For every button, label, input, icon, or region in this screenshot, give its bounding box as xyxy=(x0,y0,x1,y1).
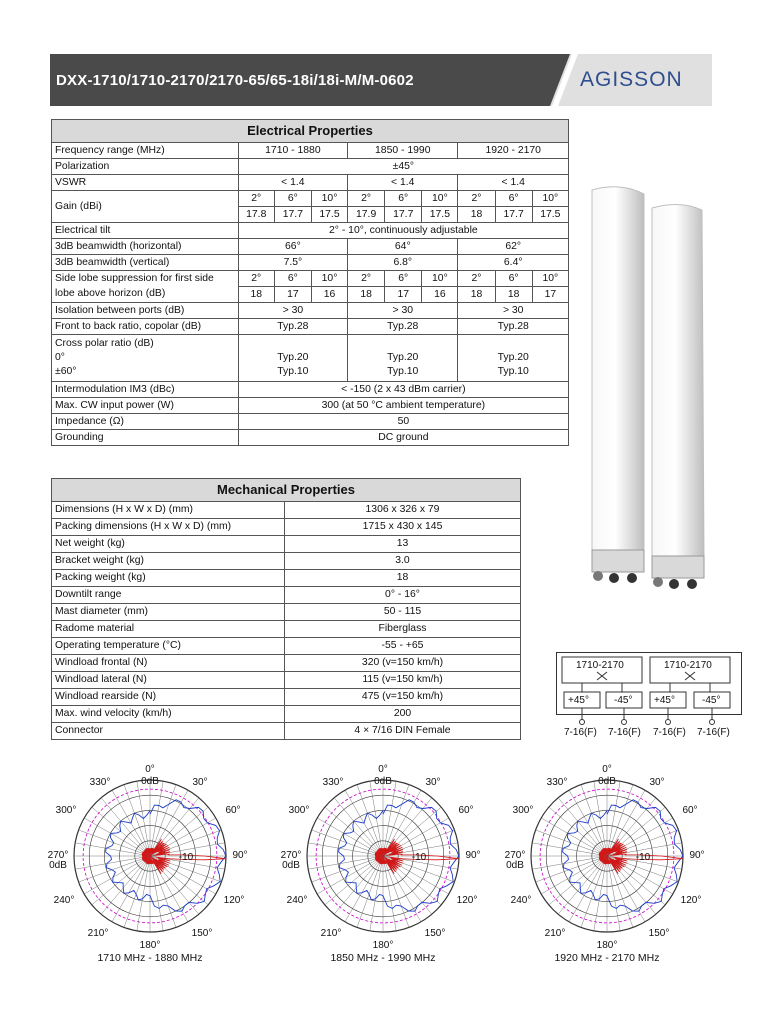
angle-label: 30° xyxy=(649,777,665,788)
tilt-header: 2° xyxy=(238,191,274,207)
bw-h-value: 64° xyxy=(348,239,458,255)
impedance-value: 50 xyxy=(238,414,568,430)
vswr-value: < 1.4 xyxy=(238,175,347,191)
angle-label: 0° xyxy=(378,764,388,775)
angle-label: 60° xyxy=(682,805,698,816)
gain-value: 17.5 xyxy=(532,207,568,223)
mechanical-row xyxy=(52,621,521,638)
mechanical-value: 13 xyxy=(285,536,521,553)
gain-value: 17.8 xyxy=(238,207,274,223)
tilt-header: 10° xyxy=(532,271,568,287)
mechanical-label: Downtilt range xyxy=(52,587,285,604)
mechanical-row xyxy=(52,689,521,706)
tilt-value: 2° - 10°, continuously adjustable xyxy=(238,223,568,239)
gain-value: 17.7 xyxy=(274,207,311,223)
xpol-60-value: Typ.10 xyxy=(277,366,309,377)
grounding-value: DC ground xyxy=(238,430,568,446)
angle-label: 270° xyxy=(47,850,69,861)
band-3: 1920 - 2170 xyxy=(458,143,569,159)
mechanical-row xyxy=(52,655,521,672)
angle-label: 90° xyxy=(689,850,705,861)
radiation-pattern xyxy=(47,758,250,968)
xpol-label: Cross polar ratio (dB) xyxy=(55,338,154,349)
port-pol: +45° xyxy=(568,695,589,706)
antenna-photo xyxy=(580,180,740,600)
bw-v-label: 3dB beamwidth (vertical) xyxy=(52,255,239,271)
db-scale-label: -10 xyxy=(635,852,651,863)
im3-label: Intermodulation IM3 (dBc) xyxy=(52,382,239,398)
angle-label: 150° xyxy=(648,928,670,939)
angle-label: 150° xyxy=(424,928,446,939)
sidelobe-label-1: Side lobe suppression for first side xyxy=(52,271,239,287)
xpol-band-1 xyxy=(238,335,347,382)
electrical-title: Electrical Properties xyxy=(52,120,569,143)
mechanical-label: Operating temperature (°C) xyxy=(52,638,285,655)
angle-label: 60° xyxy=(458,805,474,816)
port-pol: -45° xyxy=(702,695,721,706)
tilt-header: 6° xyxy=(274,191,311,207)
sidelobe-value: 16 xyxy=(311,287,347,303)
mechanical-label: Mast diameter (mm) xyxy=(52,604,285,621)
mechanical-label: Net weight (kg) xyxy=(52,536,285,553)
port-connector: 7-16(F) xyxy=(608,727,641,738)
mechanical-label: Dimensions (H x W x D) (mm) xyxy=(52,502,285,519)
power-label: Max. CW input power (W) xyxy=(52,398,239,414)
tilt-header: 2° xyxy=(238,271,274,287)
port-pol: +45° xyxy=(654,695,675,706)
vswr-label: VSWR xyxy=(52,175,239,191)
freq-label: Frequency range (MHz) xyxy=(52,143,239,159)
gain-value: 17.7 xyxy=(495,207,532,223)
mechanical-rows xyxy=(52,502,521,740)
angle-label: 120° xyxy=(223,895,245,906)
angle-label: 300° xyxy=(55,805,77,816)
ftb-value: Typ.28 xyxy=(238,319,347,335)
sidelobe-value: 16 xyxy=(422,287,458,303)
bw-h-value: 62° xyxy=(458,239,569,255)
mechanical-label: Windload lateral (N) xyxy=(52,672,285,689)
angle-label: 150° xyxy=(191,928,213,939)
angle-label: 0° xyxy=(602,764,612,775)
tilt-header: 6° xyxy=(385,271,422,287)
gain-value: 17.9 xyxy=(348,207,385,223)
mechanical-value: 0° - 16° xyxy=(285,587,521,604)
db-scale-label: -10 xyxy=(411,852,427,863)
angle-label: 120° xyxy=(456,895,478,906)
tilt-header: 10° xyxy=(422,271,458,287)
xpol-cell xyxy=(52,335,239,382)
isolation-value: > 30 xyxy=(348,303,458,319)
mechanical-value: 475 (v=150 km/h) xyxy=(285,689,521,706)
mechanical-row xyxy=(52,519,521,536)
isolation-label: Isolation between ports (dB) xyxy=(52,303,239,319)
tilt-header: 10° xyxy=(311,191,347,207)
angle-label: 240° xyxy=(286,895,308,906)
gain-value: 17.7 xyxy=(385,207,422,223)
angle-label: 210° xyxy=(320,928,342,939)
mechanical-value: 1306 x 326 x 79 xyxy=(285,502,521,519)
mechanical-label: Windload rearside (N) xyxy=(52,689,285,706)
header-bar xyxy=(50,54,712,106)
mechanical-row xyxy=(52,536,521,553)
mechanical-row xyxy=(52,604,521,621)
mechanical-row xyxy=(52,723,521,740)
angle-label: 210° xyxy=(544,928,566,939)
mechanical-row xyxy=(52,553,521,570)
tilt-header: 6° xyxy=(274,271,311,287)
db-scale-label: 0dB xyxy=(49,860,67,871)
bw-h-value: 66° xyxy=(238,239,347,255)
mechanical-value: 1715 x 430 x 145 xyxy=(285,519,521,536)
port-connector: 7-16(F) xyxy=(697,727,730,738)
pattern-caption: 1710 MHz - 1880 MHz xyxy=(97,952,203,964)
tilt-header: 2° xyxy=(458,271,495,287)
angle-label: 330° xyxy=(546,777,568,788)
im3-value: < -150 (2 x 43 dBm carrier) xyxy=(238,382,568,398)
xpol-band-2 xyxy=(348,335,458,382)
angle-label: 30° xyxy=(192,777,208,788)
db-scale-label: 0dB xyxy=(598,776,616,787)
db-scale-label: 0dB xyxy=(506,860,524,871)
xpol-0-value: Typ.20 xyxy=(387,352,419,363)
mechanical-label: Connector xyxy=(52,723,285,740)
gain-label: Gain (dBi) xyxy=(52,191,239,223)
mechanical-row xyxy=(52,638,521,655)
db-scale-label: 0dB xyxy=(374,776,392,787)
mechanical-value: Fiberglass xyxy=(285,621,521,638)
angle-label: 240° xyxy=(510,895,532,906)
angle-label: 270° xyxy=(280,850,302,861)
mechanical-row xyxy=(52,502,521,519)
angle-label: 330° xyxy=(322,777,344,788)
ftb-value: Typ.28 xyxy=(348,319,458,335)
tilt-label: Electrical tilt xyxy=(52,223,239,239)
sidelobe-value: 18 xyxy=(458,287,495,303)
xpol-60-value: Typ.10 xyxy=(497,366,529,377)
mechanical-value: 4 × 7/16 DIN Female xyxy=(285,723,521,740)
gain-value: 17.5 xyxy=(311,207,347,223)
angle-label: 60° xyxy=(225,805,241,816)
port-pol: -45° xyxy=(614,695,633,706)
angle-label: 270° xyxy=(504,850,526,861)
tilt-header: 6° xyxy=(495,271,532,287)
angle-label: 210° xyxy=(87,928,109,939)
sidelobe-value: 18 xyxy=(238,287,274,303)
angle-label: 300° xyxy=(288,805,310,816)
angle-label: 90° xyxy=(232,850,248,861)
tilt-header: 10° xyxy=(532,191,568,207)
mechanical-value: 18 xyxy=(285,570,521,587)
angle-label: 330° xyxy=(89,777,111,788)
mechanical-label: Radome material xyxy=(52,621,285,638)
mechanical-label: Windload frontal (N) xyxy=(52,655,285,672)
tilt-header: 6° xyxy=(385,191,422,207)
brand-logo: AGISSON xyxy=(580,68,683,91)
polar-plot xyxy=(504,758,707,951)
port-band-b: 1710-2170 xyxy=(664,660,712,671)
polarization-value: ±45° xyxy=(238,159,568,175)
mechanical-value: 115 (v=150 km/h) xyxy=(285,672,521,689)
tilt-header: 2° xyxy=(348,191,385,207)
pattern-caption: 1920 MHz - 2170 MHz xyxy=(554,952,660,964)
sidelobe-label-2: lobe above horizon (dB) xyxy=(52,287,239,303)
mechanical-label: Max. wind velocity (km/h) xyxy=(52,706,285,723)
band-2: 1850 - 1990 xyxy=(348,143,458,159)
angle-label: 180° xyxy=(596,940,618,951)
angle-label: 90° xyxy=(465,850,481,861)
tilt-header: 10° xyxy=(422,191,458,207)
mechanical-title: Mechanical Properties xyxy=(52,479,521,502)
mechanical-label: Bracket weight (kg) xyxy=(52,553,285,570)
xpol-60-value: Typ.10 xyxy=(387,366,419,377)
port-connector: 7-16(F) xyxy=(653,727,686,738)
tilt-header: 10° xyxy=(311,271,347,287)
mechanical-value: -55 - +65 xyxy=(285,638,521,655)
sidelobe-value: 17 xyxy=(532,287,568,303)
gain-value: 18 xyxy=(458,207,495,223)
bw-h-label: 3dB beamwidth (horizontal) xyxy=(52,239,239,255)
bw-v-value: 7.5° xyxy=(238,255,347,271)
xpol-0-value: Typ.20 xyxy=(497,352,529,363)
polarization-label: Polarization xyxy=(52,159,239,175)
isolation-value: > 30 xyxy=(238,303,347,319)
db-scale-label: -10 xyxy=(178,852,194,863)
angle-label: 180° xyxy=(139,940,161,951)
xpol-band-3 xyxy=(458,335,569,382)
angle-label: 300° xyxy=(512,805,534,816)
mechanical-value: 3.0 xyxy=(285,553,521,570)
ftb-value: Typ.28 xyxy=(458,319,569,335)
bw-v-value: 6.8° xyxy=(348,255,458,271)
sidelobe-value: 18 xyxy=(348,287,385,303)
db-scale-label: 0dB xyxy=(282,860,300,871)
port-connector: 7-16(F) xyxy=(564,727,597,738)
isolation-value: > 30 xyxy=(458,303,569,319)
polar-plot xyxy=(280,758,483,951)
angle-label: 120° xyxy=(680,895,702,906)
power-value: 300 (at 50 °C ambient temperature) xyxy=(238,398,568,414)
horizontal-pattern-trace xyxy=(106,800,226,911)
gain-value: 17.5 xyxy=(422,207,458,223)
tilt-header: 2° xyxy=(458,191,495,207)
mechanical-value: 200 xyxy=(285,706,521,723)
tilt-header: 2° xyxy=(348,271,385,287)
tilt-header: 6° xyxy=(495,191,532,207)
mechanical-properties-table xyxy=(51,478,521,740)
port-diagram xyxy=(556,652,742,744)
mechanical-row xyxy=(52,570,521,587)
mechanical-row xyxy=(52,672,521,689)
horizontal-pattern-trace xyxy=(339,800,459,911)
angle-label: 240° xyxy=(53,895,75,906)
impedance-label: Impedance (Ω) xyxy=(52,414,239,430)
radiation-pattern xyxy=(280,758,483,968)
model-title: DXX-1710/1710-2170/2170-65/65-18i/18i-M/M-0602 xyxy=(56,72,414,89)
mechanical-label: Packing dimensions (H x W x D) (mm) xyxy=(52,519,285,536)
vswr-value: < 1.4 xyxy=(348,175,458,191)
xpol-60-label: ±60° xyxy=(55,366,77,377)
sidelobe-value: 17 xyxy=(274,287,311,303)
sidelobe-value: 18 xyxy=(495,287,532,303)
sidelobe-value: 17 xyxy=(385,287,422,303)
pattern-caption: 1850 MHz - 1990 MHz xyxy=(330,952,436,964)
electrical-properties-table xyxy=(51,119,569,446)
ftb-label: Front to back ratio, copolar (dB) xyxy=(52,319,239,335)
mechanical-value: 50 - 115 xyxy=(285,604,521,621)
angle-label: 180° xyxy=(372,940,394,951)
band-1: 1710 - 1880 xyxy=(238,143,347,159)
mechanical-row xyxy=(52,706,521,723)
db-scale-label: 0dB xyxy=(141,776,159,787)
horizontal-pattern-trace xyxy=(563,800,683,911)
grounding-label: Grounding xyxy=(52,430,239,446)
mechanical-value: 320 (v=150 km/h) xyxy=(285,655,521,672)
mechanical-label: Packing weight (kg) xyxy=(52,570,285,587)
xpol-0-value: Typ.20 xyxy=(277,352,309,363)
bw-v-value: 6.4° xyxy=(458,255,569,271)
radiation-pattern xyxy=(504,758,707,968)
angle-label: 0° xyxy=(145,764,155,775)
polar-plot xyxy=(47,758,250,951)
mechanical-row xyxy=(52,587,521,604)
xpol-0-label: 0° xyxy=(55,352,65,363)
angle-label: 30° xyxy=(425,777,441,788)
port-band-a: 1710-2170 xyxy=(576,660,624,671)
vswr-value: < 1.4 xyxy=(458,175,569,191)
